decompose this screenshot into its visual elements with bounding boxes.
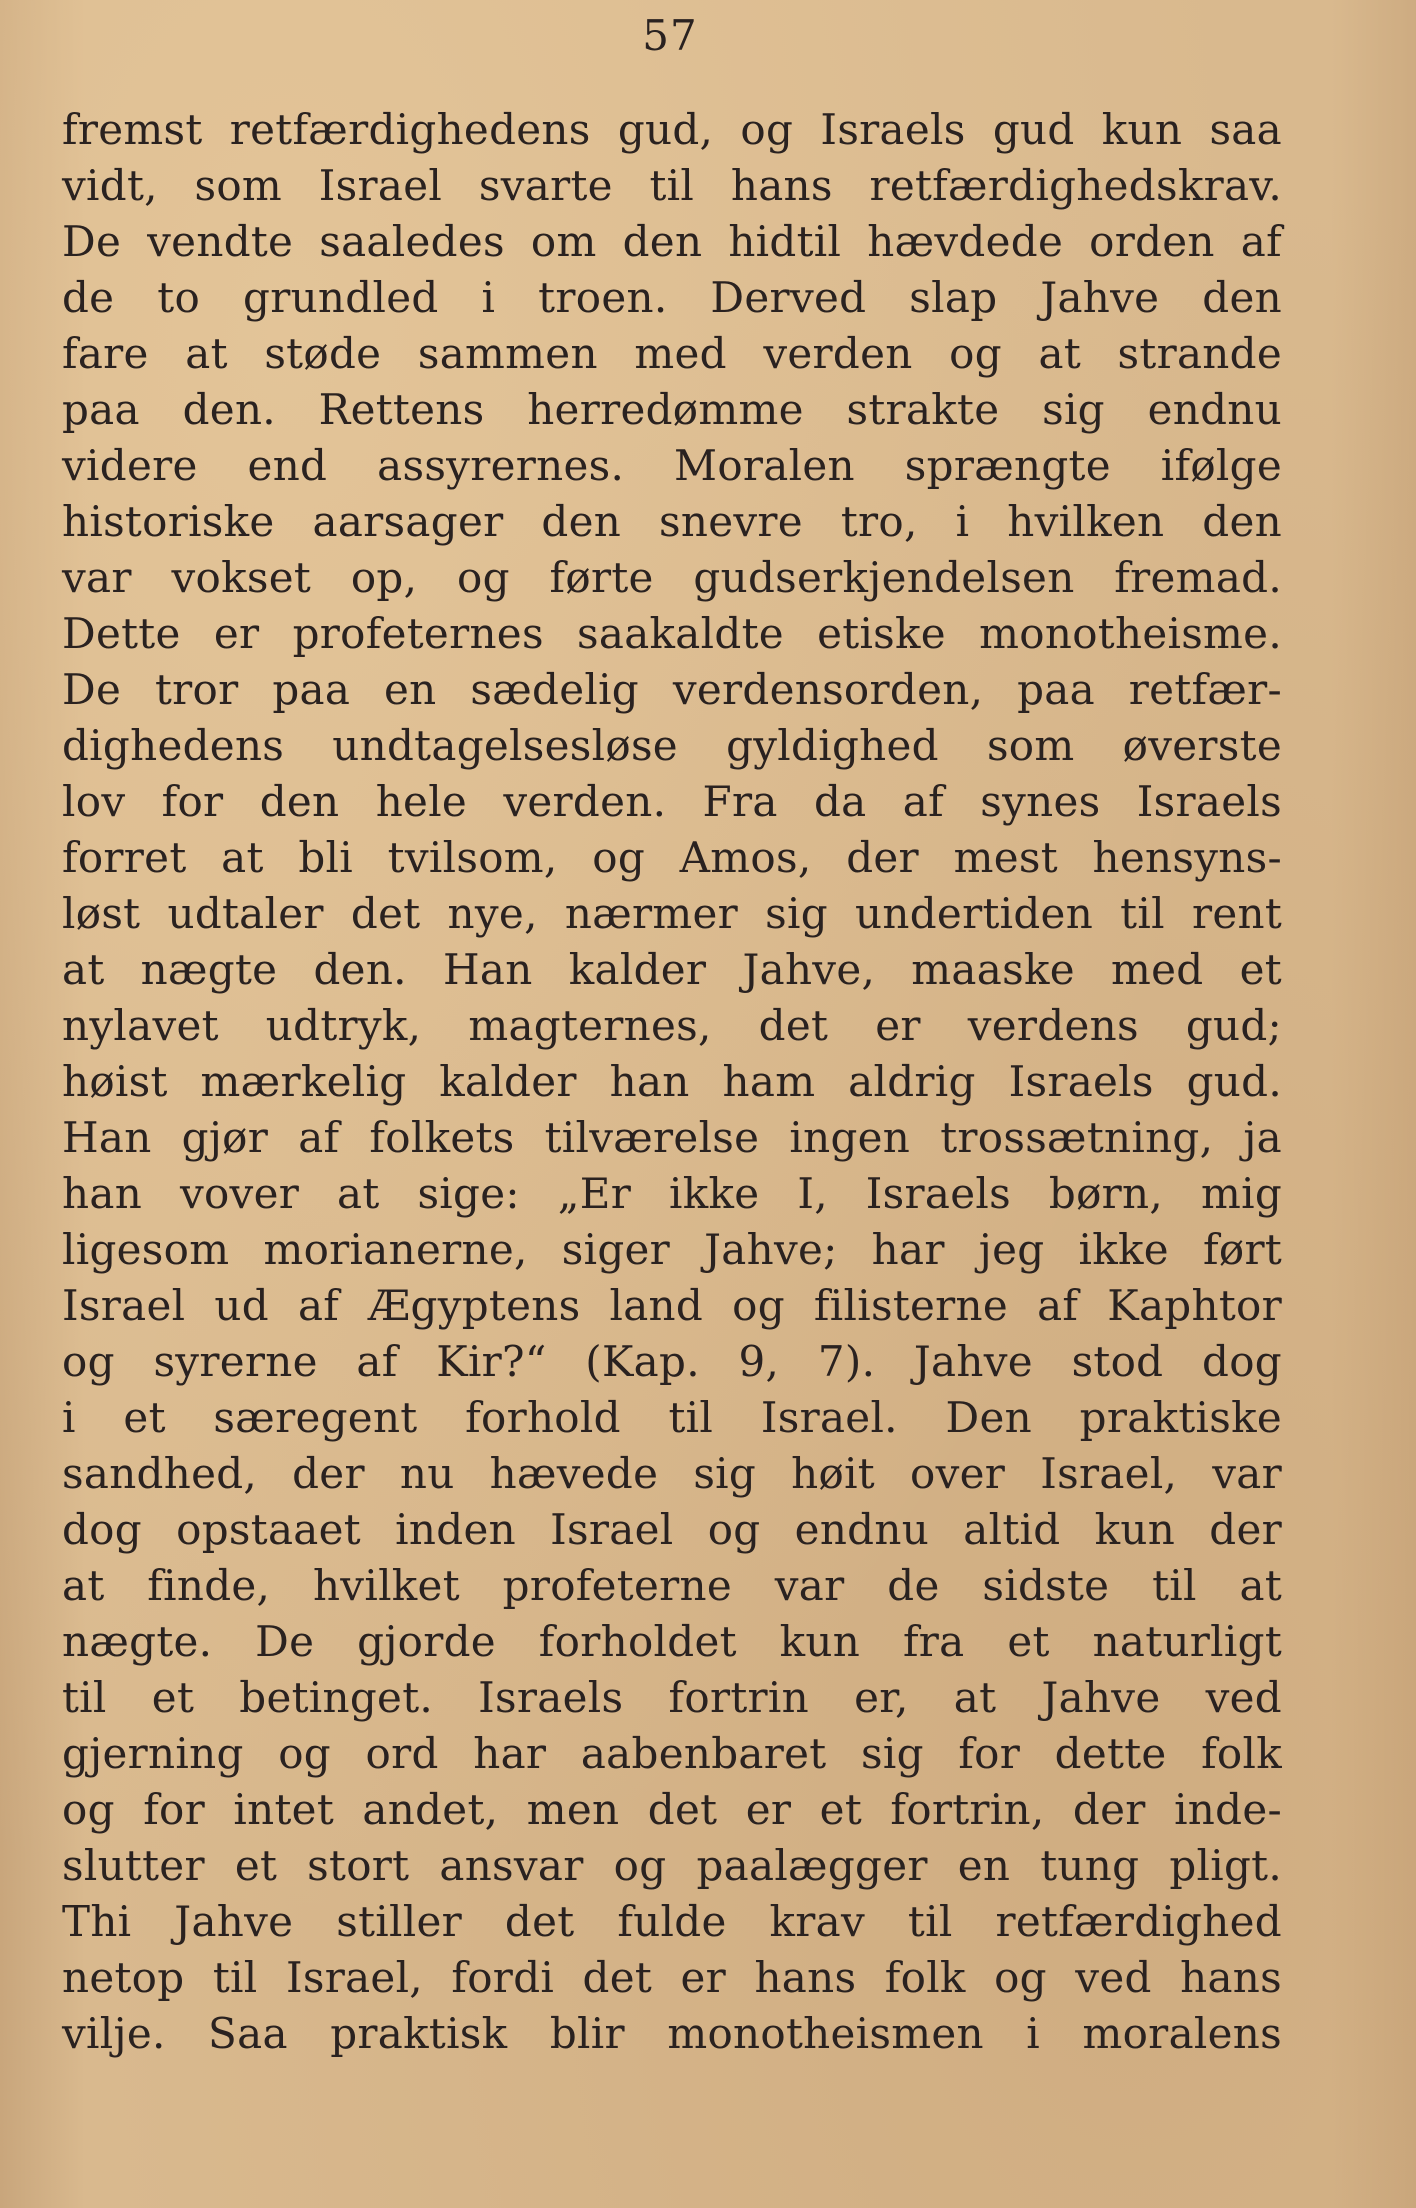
text-line: slutter et stort ansvar og paalægger en tung pligt.	[62, 1841, 1282, 1890]
text-line: nylavet udtryk, magternes, det er verdens gud;	[62, 1001, 1282, 1050]
text-line: fremst retfærdighedens gud, og Israels gud kun saa	[62, 105, 1282, 154]
text-line: paa den. Rettens herredømme strakte sig endnu	[62, 385, 1282, 434]
text-line: sandhed, der nu hævede sig høit over Israel, var	[62, 1449, 1282, 1498]
text-line: nægte. De gjorde forholdet kun fra et naturligt	[62, 1617, 1282, 1666]
text-line: var vokset op, og førte gudserkjendelsen fremad.	[62, 553, 1282, 602]
body-text	[62, 102, 1282, 2062]
text-line: lov for den hele verden. Fra da af synes Israels	[62, 777, 1282, 826]
text-line: fare at støde sammen med verden og at strande	[62, 329, 1282, 378]
text-line: han vover at sige: „Er ikke I, Israels børn, mig	[62, 1169, 1282, 1218]
text-line: De vendte saaledes om den hidtil hævdede orden af	[62, 217, 1282, 266]
text-line: høist mærkelig kalder han ham aldrig Israels gud.	[62, 1057, 1282, 1106]
text-line: netop til Israel, fordi det er hans folk og ved hans	[62, 1953, 1282, 2002]
text-line: de to grundled i troen. Derved slap Jahve den	[62, 273, 1282, 322]
text-line: gjerning og ord har aabenbaret sig for dette folk	[62, 1729, 1282, 1778]
text-line: og for intet andet, men det er et fortrin, der inde-	[62, 1785, 1282, 1834]
text-line: at finde, hvilket profeterne var de sidste til at	[62, 1561, 1282, 1610]
text-line: Israel ud af Ægyptens land og filisterne af Kaphtor	[62, 1281, 1282, 1330]
text-line: og syrerne af Kir?“ (Kap. 9, 7). Jahve stod dog	[62, 1337, 1282, 1386]
text-line: forret at bli tvilsom, og Amos, der mest hensyns-	[62, 833, 1282, 882]
text-line: at nægte den. Han kalder Jahve, maaske med et	[62, 945, 1282, 994]
text-line: videre end assyrernes. Moralen sprængte ifølge	[62, 441, 1282, 490]
text-line: vidt, som Israel svarte til hans retfærdighedskrav.	[62, 161, 1282, 210]
text-line: Dette er profeternes saakaldte etiske monotheisme.	[62, 609, 1282, 658]
page-number: 57	[642, 11, 698, 60]
text-line: ligesom morianerne, siger Jahve; har jeg ikke ført	[62, 1225, 1282, 1274]
text-line: dog opstaaet inden Israel og endnu altid kun der	[62, 1505, 1282, 1554]
text-line: De tror paa en sædelig verdensorden, paa retfær-	[62, 665, 1282, 714]
text-line: til et betinget. Israels fortrin er, at Jahve ved	[62, 1673, 1282, 1722]
text-line: i et særegent forhold til Israel. Den praktiske	[62, 1393, 1282, 1442]
text-line: dighedens undtagelsesløse gyldighed som øverste	[62, 721, 1282, 770]
text-line: løst udtaler det nye, nærmer sig undertiden til rent	[62, 889, 1282, 938]
text-line: Han gjør af folkets tilværelse ingen trossætning, ja	[62, 1113, 1282, 1162]
text-line: historiske aarsager den snevre tro, i hvilken den	[62, 497, 1282, 546]
text-line: vilje. Saa praktisk blir monotheismen i moralens	[62, 2009, 1282, 2058]
text-line: Thi Jahve stiller det fulde krav til retfærdighed	[62, 1897, 1282, 1946]
